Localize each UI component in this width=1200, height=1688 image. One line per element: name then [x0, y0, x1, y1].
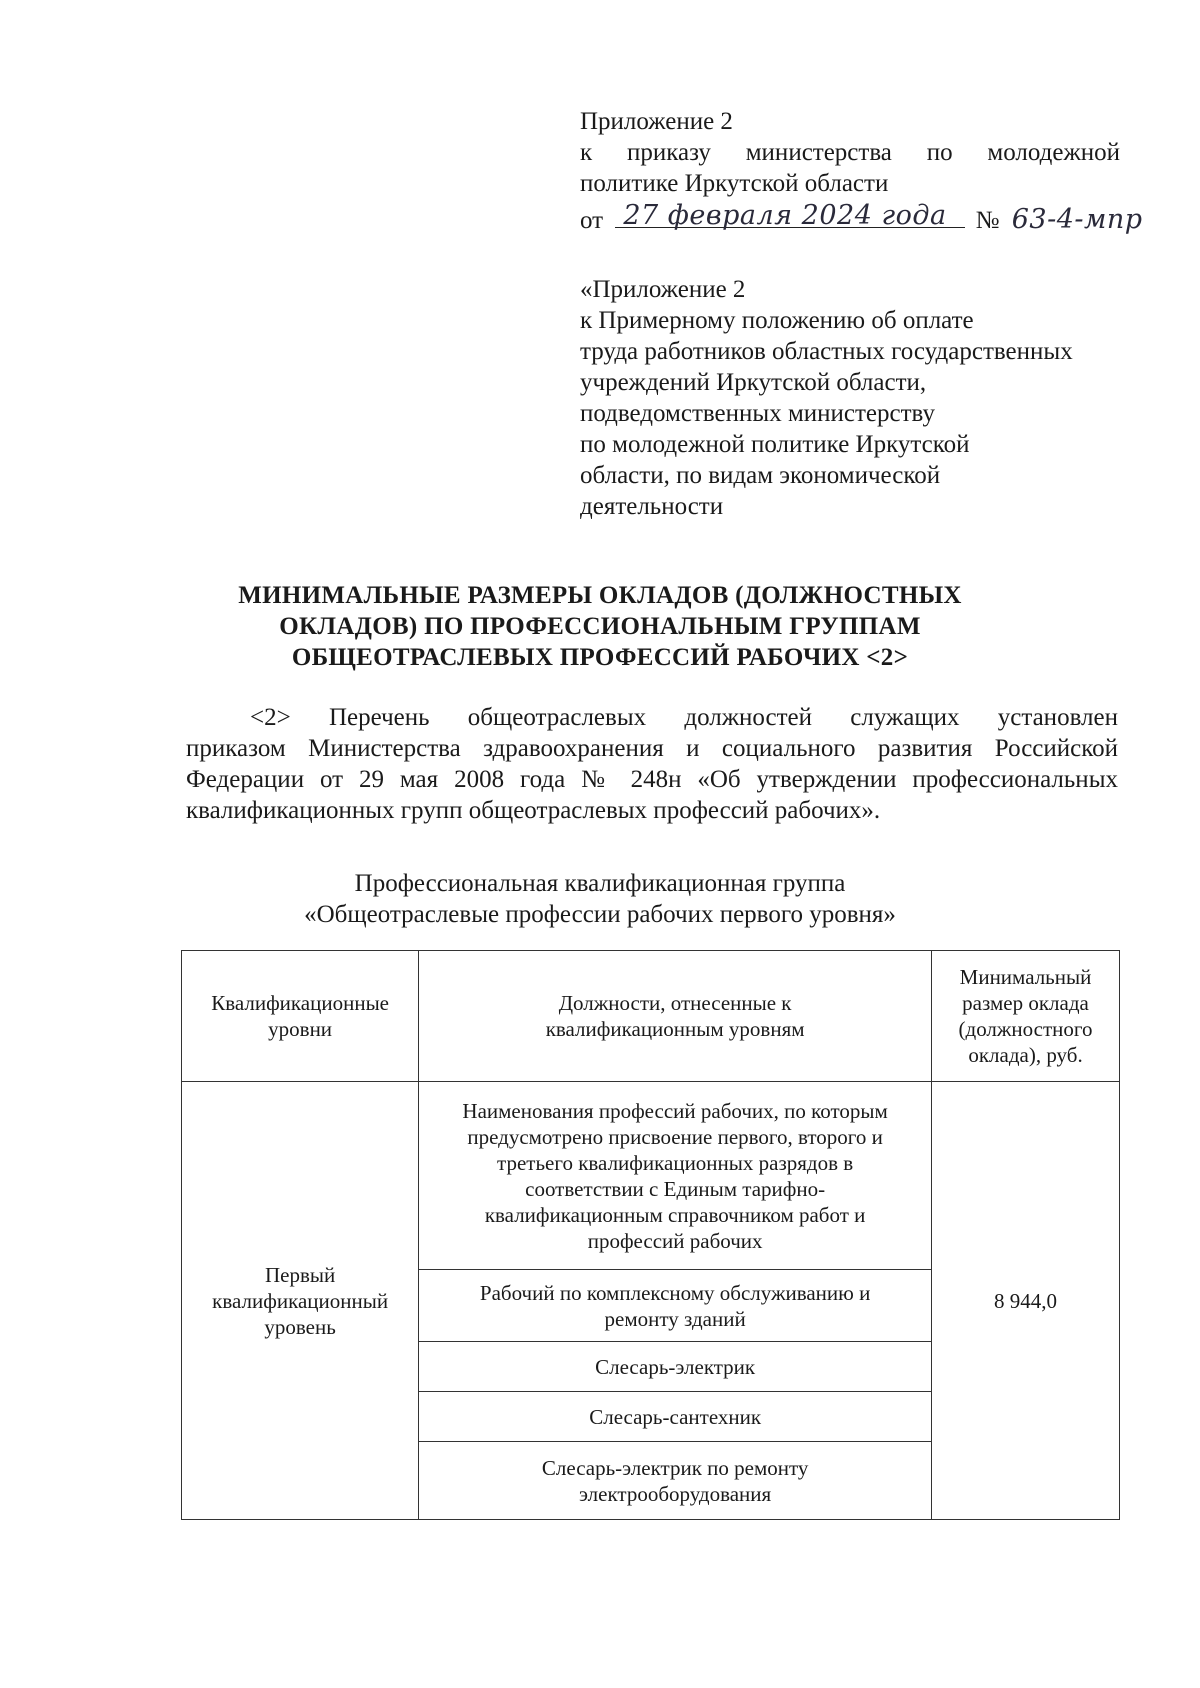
appendix-block-line: области, по видам экономической — [580, 462, 941, 489]
document-title — [120, 580, 1080, 673]
header-qualification-levels — [182, 951, 419, 1082]
table-row — [182, 1082, 1120, 1270]
header-line: Квалификационные — [211, 991, 390, 1015]
header-line: размер оклада — [962, 991, 1089, 1015]
appendix-label: Приложение 2 — [580, 108, 733, 135]
group-title-line: «Общеотраслевые профессии рабочих первого уровня» — [304, 901, 896, 928]
position-cell — [419, 1342, 932, 1392]
salary-cell — [932, 1082, 1120, 1520]
position-line: Наименования профессий рабочих, по которым — [462, 1098, 888, 1123]
position-line: третьего квалификационных разрядов в — [497, 1150, 854, 1175]
header-line: оклада), руб. — [968, 1043, 1083, 1067]
qualification-group-title — [120, 868, 1080, 930]
number-prefix: № — [975, 207, 1000, 234]
appendix-block-line: «Приложение 2 — [580, 276, 746, 303]
header-line: уровни — [268, 1017, 333, 1041]
appendix-word: молодежной — [987, 139, 1120, 166]
footnote-line: приказом Министерства здравоохранения и социального развития Российской — [186, 735, 1118, 762]
order-date-line — [580, 199, 1143, 236]
header-line: (должностного — [958, 1017, 1093, 1041]
order-appendix-header — [580, 106, 1143, 236]
position-line: квалификационным справочником работ и — [484, 1202, 866, 1227]
salary-value: 8 944,0 — [994, 1288, 1057, 1313]
level-line: Первый — [264, 1262, 336, 1287]
header-line: Должности, отнесенные к — [558, 991, 792, 1015]
salary-table — [181, 950, 1120, 1520]
appendix-block-line: по молодежной политике Иркутской — [580, 431, 970, 458]
regulation-appendix-block — [580, 274, 1140, 522]
level-line: уровень — [264, 1314, 336, 1339]
handwritten-order-number: 63-4-мпр — [1011, 204, 1143, 235]
level-line: квалификационный — [212, 1288, 389, 1313]
title-line: ОКЛАДОВ) ПО ПРОФЕССИОНАЛЬНЫМ ГРУППАМ — [279, 613, 921, 640]
header-positions — [419, 951, 932, 1082]
header-line: квалификационным уровням — [545, 1017, 805, 1041]
appendix-region-line: политике Иркутской области — [580, 170, 889, 197]
position-line: Рабочий по комплексному обслуживанию и — [479, 1280, 871, 1305]
appendix-block-line: труда работников областных государственных — [580, 338, 1073, 365]
position-line: профессий рабочих — [587, 1228, 763, 1253]
handwritten-date: 27 февраля 2024 года — [623, 200, 947, 231]
title-line: ОБЩЕОТРАСЛЕВЫХ ПРОФЕССИЙ РАБОЧИХ <2> — [291, 644, 909, 671]
footnote-line: квалификационных групп общеотраслевых профессий рабочих». — [186, 797, 881, 824]
group-title-line: Профессиональная квалификационная группа — [354, 870, 846, 897]
position-cell — [419, 1270, 932, 1342]
footnote-line: <2> Перечень общеотраслевых должностей служащих установлен — [250, 704, 1118, 731]
date-underline — [615, 199, 965, 231]
appendix-word: министерства — [745, 139, 892, 166]
position-cell — [419, 1082, 932, 1270]
position-line: ремонту зданий — [604, 1306, 746, 1331]
position-line: электрооборудования — [579, 1481, 772, 1506]
header-min-salary — [932, 951, 1120, 1082]
header-line: Минимальный — [959, 965, 1092, 989]
qualification-level-cell — [182, 1082, 419, 1520]
appendix-word: приказу — [626, 139, 711, 166]
appendix-block-line: подведомственных министерству — [580, 400, 935, 427]
footnote-paragraph — [186, 702, 1118, 826]
appendix-block-line: деятельности — [580, 493, 724, 520]
position-cell — [419, 1442, 932, 1520]
position-line: предусмотрено присвоение первого, второго и — [467, 1124, 883, 1149]
appendix-word: по — [926, 139, 953, 166]
date-prefix: от — [580, 207, 604, 234]
appendix-order-line — [580, 137, 1120, 168]
appendix-word: к — [580, 139, 593, 166]
title-line: МИНИМАЛЬНЫЕ РАЗМЕРЫ ОКЛАДОВ (ДОЛЖНОСТНЫХ — [238, 582, 962, 609]
position-line: Слесарь-электрик — [595, 1354, 756, 1379]
position-line: Слесарь-электрик по ремонту — [541, 1455, 809, 1480]
appendix-block-line: к Примерному положению об оплате — [580, 307, 974, 334]
appendix-block-line: учреждений Иркутской области, — [580, 369, 927, 396]
footnote-line: Федерации от 29 мая 2008 года № 248н «Об утверждении профессиональных — [186, 766, 1118, 793]
table-header-row — [182, 951, 1120, 1082]
position-line: Слесарь-сантехник — [589, 1404, 762, 1429]
position-cell — [419, 1392, 932, 1442]
position-line: соответствии с Единым тарифно- — [525, 1176, 826, 1201]
